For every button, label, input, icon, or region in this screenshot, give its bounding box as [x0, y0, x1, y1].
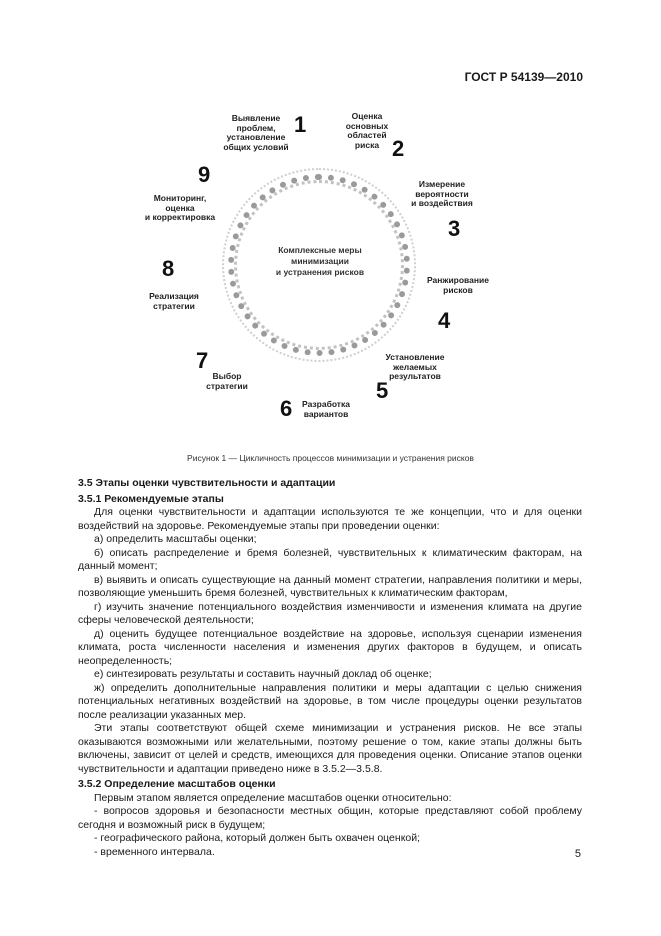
step-5-label: Установление желаемых результатов — [385, 352, 445, 381]
list-item: е) синтезировать результаты и составить научный доклад об оценке; — [94, 668, 432, 680]
paragraph: Первым этапом является определение масштабов оценки относительно: — [94, 791, 452, 804]
step-8-number: 8 — [162, 256, 175, 281]
dash-item: - временного интервала. — [94, 845, 215, 858]
step-6-label: Разработка вариантов — [302, 399, 350, 419]
step-7-number: 7 — [196, 348, 209, 373]
page-number: 5 — [574, 848, 581, 860]
step-3-number: 3 — [448, 216, 461, 241]
step-8-label: Реализация стратегии — [149, 291, 199, 311]
step-9-number: 9 — [198, 162, 211, 187]
step-9-label: Мониторинг, оценка и корректировка — [144, 193, 216, 222]
step-5-number: 5 — [376, 378, 389, 403]
section-3-5-2-heading: 3.5.2 Определение масштабов оценки — [78, 778, 276, 790]
figure-caption: Рисунок 1 — Цикличность процессов минимизации и устранения рисков — [187, 453, 474, 463]
step-2-label: Оценка основных областей риска — [345, 111, 389, 150]
step-2-number: 2 — [392, 136, 405, 161]
step-1-label: Выявление проблем, установление общих условий — [223, 113, 289, 152]
paragraph: Эти этапы соответствуют общей схеме минимизации и устранения рисков. Не все этапы оказываются возможными или желательными, поэтому решение о том, какие этапы должны быть включены, зависит от целей и средств, имеющихся для проведения оценки. Описание этапов оценки чувствительности и адаптации приведено ниже в 3.5.2—3.5.8. — [78, 722, 582, 775]
risk-cycle-diagram — [130, 100, 530, 430]
list-item: в) выявить и описать существующие на данный момент стратегии, направления политики и меры, позволяющие уменьшить бремя болезней, чувствительных к климатическим факторам, — [78, 573, 582, 599]
list-item: а) определить масштабы оценки; — [94, 533, 257, 545]
step-4-label: Ранжирование рисков — [427, 275, 489, 295]
body-text — [78, 475, 582, 859]
step-4-number: 4 — [438, 308, 451, 333]
dash-item: - вопросов здоровья и безопасности местных общин, которые представляют собой проблему сегодня и возможный риск в будущем; — [78, 805, 582, 831]
list-item: г) изучить значение потенциального воздействия изменчивости и изменения климата на другие сферы человеческой деятельности; — [78, 600, 582, 626]
list-item: д) оценить будущее потенциальное воздействие на здоровье, используя сценарии изменения климата, роста численности населения и изменения других факторов в будущем, и описать неопределенность; — [78, 627, 582, 667]
paragraph: Для оценки чувствительности и адаптации используются те же концепции, что и для оценки воздействий на здоровье. Рекомендуемые этапы при проведении оценки: — [78, 506, 582, 532]
step-3-label: Измерение вероятности и воздействия — [411, 179, 473, 208]
section-3-5-1-heading: 3.5.1 Рекомендуемые этапы — [78, 492, 224, 505]
cycle-center-text: Комплексные меры минимизации и устранения рисков — [275, 245, 365, 277]
list-item: б) описать распределение и бремя болезней, чувствительных к климатическим факторам, на данный момент; — [78, 546, 582, 572]
step-6-number: 6 — [280, 396, 293, 421]
section-3-5-heading: 3.5 Этапы оценки чувствительности и адаптации — [78, 477, 336, 489]
dash-item: - географического района, который должен быть охвачен оценкой; — [94, 832, 421, 844]
list-item: ж) определить дополнительные направления политики и меры адаптации с целью снижения потенциальных негативных воздействий на здоровье, в том числе процедуры оценки результатов после реализации указанных мер. — [78, 681, 582, 721]
step-7-label: Выбор стратегии — [206, 371, 248, 391]
document-header: ГОСТ Р 54139—2010 — [464, 70, 583, 84]
step-1-number: 1 — [294, 112, 307, 137]
